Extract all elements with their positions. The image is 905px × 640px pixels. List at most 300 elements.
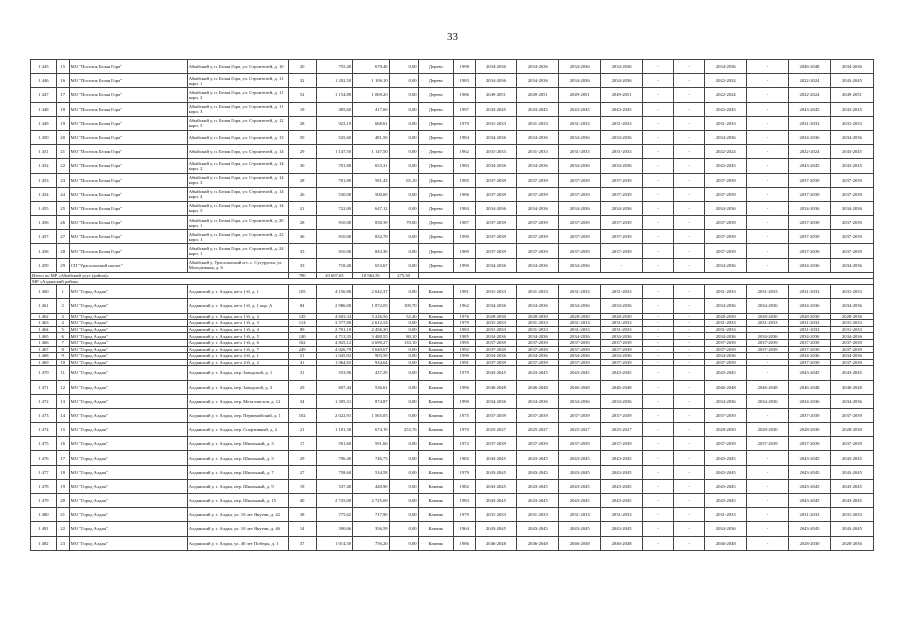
cell-period-i: 2043-2045	[789, 102, 831, 116]
cell-period-b: 2046-2048	[517, 380, 559, 394]
cell-address: Алданский у, г. Алдан, пер. Школьный, д. 3	[187, 437, 288, 451]
cell-period-e: -	[643, 451, 674, 465]
cell-period-e: -	[643, 313, 674, 320]
cell-period-j: 2043-2045	[830, 522, 873, 536]
cell-period-f: -	[674, 145, 705, 159]
cell-period-f: -	[674, 258, 705, 272]
cell-row-number: 1 459	[31, 258, 57, 272]
table-row	[31, 258, 874, 272]
cell-address: Алданский у, г. Алдан, пер. Металлистов, д. 12	[187, 394, 288, 408]
cell-address: Абыйский у, п. Белая Гора, ул. Строителей, д. 14 корп. 5	[187, 201, 288, 215]
cell-wall-material: Камень	[418, 479, 453, 493]
cell-municipality: МО "Поселок Белая Гора"	[69, 116, 187, 130]
cell-period-g: 2037-2039	[705, 230, 747, 244]
cell-period-e: -	[643, 326, 674, 333]
cell-period-i: 2037-2039	[789, 230, 831, 244]
cell-period-e: -	[643, 102, 674, 116]
cell-build-year: 1981	[454, 285, 475, 299]
cell-local-number: 20	[56, 130, 69, 144]
cell-residents: 19	[288, 102, 316, 116]
cell-residents: 89	[288, 326, 316, 333]
cell-total-area: 1 101,30	[316, 423, 353, 437]
cell-period-g: 2043-2045	[705, 366, 747, 380]
cell-row-number: 1 466	[31, 339, 57, 346]
cell-period-d: 2031-2033	[601, 320, 643, 327]
cell-local-number: 23	[56, 173, 69, 187]
cell-residents: 249	[288, 346, 316, 353]
table-row	[31, 74, 874, 88]
table-row	[31, 187, 874, 201]
cell-period-j: 2043-2045	[830, 159, 873, 173]
cell-period-g: 2034-2036	[705, 258, 747, 272]
cell-municipality: МО "Поселок Белая Гора"	[69, 230, 187, 244]
cell-address: Алданский у, г. Алдан, пер. Школьный, д. 7	[187, 465, 288, 479]
cell-period-a: 2043-2045	[475, 522, 517, 536]
cell-address: Алданский у, г. Алдан, кв-л 1-й, д. 2	[187, 313, 288, 320]
cell-local-number: 18	[56, 465, 69, 479]
cell-period-h: 2034-2036	[747, 333, 789, 340]
cell-wall-material: Камень	[418, 536, 453, 550]
cell-municipality: МО "Город Алдан"	[69, 437, 187, 451]
cell-period-i: 2037-2039	[789, 244, 831, 258]
cell-row-number: 1 450	[31, 130, 57, 144]
cell-period-h: 2046-2048	[747, 380, 789, 394]
cell-period-i: 2034-2036	[789, 258, 831, 272]
cell-period-i: 2037-2039	[789, 339, 831, 346]
cell-period-d: 2043-2045	[601, 494, 643, 508]
cell-period-a: 2031-2033	[475, 116, 517, 130]
cell-nonresidential-area: 0,00	[389, 74, 418, 88]
cell-total-area: 775,62	[316, 508, 353, 522]
cell-nonresidential-area: 0,00	[389, 201, 418, 215]
cell-period-c: 2043-2045	[559, 366, 601, 380]
cell-period-g: 2034-2036	[705, 299, 747, 313]
cell-local-number: 21	[56, 145, 69, 159]
cell-municipality: МО "Город Алдан"	[69, 380, 187, 394]
cell-wall-material: Камень	[418, 366, 453, 380]
cell-period-b: 2028-2030	[517, 313, 559, 320]
cell-period-c: 2031-2033	[559, 285, 601, 299]
cell-municipality: МО "Город Алдан"	[69, 479, 187, 493]
cell-total-area: 4 825,12	[316, 339, 353, 346]
cell-address: Алданский у, г. Алдан, кв-л 1-й, д. 3	[187, 320, 288, 327]
cell-period-i: 2043-2045	[789, 451, 831, 465]
table-row	[31, 299, 874, 313]
cell-period-f: -	[674, 353, 705, 360]
cell-build-year: 1986	[454, 88, 475, 102]
cell-period-d: 2034-2036	[601, 60, 643, 74]
cell-nonresidential-area: 0,00	[389, 508, 418, 522]
cell-period-d: 2037-2039	[601, 173, 643, 187]
cell-build-year: 1962	[454, 145, 475, 159]
cell-period-e: -	[643, 244, 674, 258]
cell-row-number: 1 445	[31, 60, 57, 74]
table-row	[31, 216, 874, 230]
cell-period-h: -	[747, 326, 789, 333]
cell-period-c: 2037-2039	[559, 359, 601, 366]
cell-living-area: 1 565,05	[353, 408, 390, 422]
cell-period-d: 2043-2045	[601, 451, 643, 465]
cell-period-e: -	[643, 130, 674, 144]
cell-living-area: 653,31	[353, 159, 390, 173]
cell-residents: 28	[288, 173, 316, 187]
cell-period-g: 2034-2036	[705, 353, 747, 360]
cell-living-area: 674,19	[353, 423, 390, 437]
cell-period-h: -	[747, 359, 789, 366]
cell-living-area: 2 725,00	[353, 494, 390, 508]
cell-period-e: -	[643, 465, 674, 479]
cell-living-area: 500,00	[353, 187, 390, 201]
cell-row-number: 1 468	[31, 353, 57, 360]
cell-period-e: -	[643, 359, 674, 366]
cell-period-e: -	[643, 479, 674, 493]
table-row	[31, 230, 874, 244]
cell-wall-material: Камень	[418, 346, 453, 353]
cell-municipality: МО "Город Алдан"	[69, 333, 187, 340]
cell-period-g: 2028-2030	[705, 423, 747, 437]
cell-address: Алданский у, г. Алдан, кв-л 2-й, д. 1	[187, 353, 288, 360]
registry-table	[30, 59, 874, 551]
cell-nonresidential-area: 0,00	[389, 394, 418, 408]
cell-period-f: -	[674, 244, 705, 258]
cell-period-i: 2031-2033	[789, 116, 831, 130]
cell-period-f: -	[674, 159, 705, 173]
cell-municipality: МО "Город Алдан"	[69, 423, 187, 437]
cell-period-h: -	[747, 187, 789, 201]
cell-total-area: 1 064,65	[316, 359, 353, 366]
cell-residents: 27	[288, 465, 316, 479]
cell-period-h: -	[747, 173, 789, 187]
cell-local-number: 21	[56, 508, 69, 522]
cell-living-area: 481,50	[353, 130, 390, 144]
cell-local-number: 19	[56, 479, 69, 493]
cell-period-f: -	[674, 88, 705, 102]
cell-period-b: 2046-2048	[517, 536, 559, 550]
cell-wall-material: Дерево	[418, 159, 453, 173]
cell-period-f: -	[674, 536, 705, 550]
table-row	[31, 380, 874, 394]
cell-period-c: 2037-2039	[559, 408, 601, 422]
cell-period-d: 2028-2030	[601, 313, 643, 320]
cell-period-i: 2034-2036	[789, 394, 831, 408]
cell-period-j: 2037-2039	[830, 437, 873, 451]
cell-total-area: 1 202,50	[316, 74, 353, 88]
cell-period-c: 2043-2045	[559, 522, 601, 536]
cell-living-area: 668,61	[353, 116, 390, 130]
table-row	[31, 159, 874, 173]
cell-period-f: -	[674, 423, 705, 437]
cell-local-number: 13	[56, 394, 69, 408]
table-row	[31, 353, 874, 360]
cell-address: Алданский у, г. Алдан, кв-л 1-й, д. 4	[187, 326, 288, 333]
cell-period-a: 2037-2039	[475, 173, 517, 187]
cell-municipality: МО "Город Алдан"	[69, 313, 187, 320]
cell-period-a: 2037-2039	[475, 187, 517, 201]
cell-living-area: 830,39	[353, 216, 390, 230]
cell-period-j: 2037-2039	[830, 359, 873, 366]
cell-period-e: -	[643, 333, 674, 340]
cell-period-c: 2043-2045	[559, 494, 601, 508]
cell-wall-material: Дерево	[418, 130, 453, 144]
cell-period-f: -	[674, 394, 705, 408]
cell-period-e: -	[643, 230, 674, 244]
cell-period-b: 2031-2033	[517, 508, 559, 522]
cell-living-area: 843,30	[353, 244, 390, 258]
cell-period-c: 2031-2033	[559, 145, 601, 159]
cell-period-g: 2034-2036	[705, 394, 747, 408]
cell-period-d: 2046-2048	[601, 536, 643, 550]
cell-total-area: 2 986,00	[316, 299, 353, 313]
cell-period-g: 2022-2024	[705, 74, 747, 88]
cell-period-a: 2046-2048	[475, 380, 517, 394]
cell-row-number: 1 457	[31, 230, 57, 244]
cell-period-a: 2037-2039	[475, 346, 517, 353]
cell-total-area: 4 603,34	[316, 313, 353, 320]
cell-address: Абыйский у, п. Белая Гора, ул. Строителей, д. 11 корп. 1	[187, 74, 288, 88]
cell-total-area: 530,00	[316, 187, 353, 201]
cell-local-number: 28	[56, 244, 69, 258]
cell-address: Абыйский у, п. Белая Гора, ул. Строителей, д. 11 корп. 2	[187, 88, 288, 102]
cell-build-year: 1979	[454, 320, 475, 327]
table-row	[31, 366, 874, 380]
cell-period-h: 2028-2030	[747, 313, 789, 320]
cell-period-i: 2028-2030	[789, 536, 831, 550]
table-row	[31, 394, 874, 408]
cell-row-number: 1 451	[31, 145, 57, 159]
table-row	[31, 408, 874, 422]
cell-living-area: 1 106,10	[353, 74, 390, 88]
cell-residents: 29	[288, 380, 316, 394]
cell-period-d: 2043-2045	[601, 479, 643, 493]
cell-period-f: -	[674, 380, 705, 394]
cell-nonresidential-area: 0,00	[389, 479, 418, 493]
cell-period-f: -	[674, 116, 705, 130]
cell-wall-material: Камень	[418, 333, 453, 340]
cell-period-h: -	[747, 145, 789, 159]
cell-period-c: 2037-2039	[559, 339, 601, 346]
cell-residents: 32	[288, 74, 316, 88]
cell-period-g: 2037-2039	[705, 437, 747, 451]
cell-build-year: 1991	[454, 359, 475, 366]
cell-local-number: 23	[56, 536, 69, 550]
cell-period-i: 2037-2039	[789, 346, 831, 353]
subtotal-label: Итого по МР «Абыйский улус (район)»	[31, 272, 289, 278]
cell-period-b: 2034-2036	[517, 258, 559, 272]
cell-municipality: МО "Город Алдан"	[69, 366, 187, 380]
cell-residents: 29	[288, 451, 316, 465]
cell-row-number: 1 479	[31, 494, 57, 508]
cell-period-h: -	[747, 465, 789, 479]
cell-build-year: 1982	[454, 479, 475, 493]
cell-living-area: 653,67	[353, 258, 390, 272]
table-row	[31, 145, 874, 159]
cell-period-i: 2031-2033	[789, 326, 831, 333]
cell-period-i: 2022-2024	[789, 88, 831, 102]
cell-wall-material: Дерево	[418, 230, 453, 244]
cell-period-c: 2046-2048	[559, 380, 601, 394]
cell-period-d: 2043-2045	[601, 102, 643, 116]
cell-period-i: 2031-2033	[789, 508, 831, 522]
cell-period-a: 2034-2036	[475, 74, 517, 88]
cell-total-area: 1 045,92	[316, 353, 353, 360]
cell-period-d: 2031-2033	[601, 116, 643, 130]
cell-period-c: 2034-2036	[559, 159, 601, 173]
cell-local-number: 26	[56, 216, 69, 230]
cell-address: Абыйский у, п. Белая Гора, ул. Строителей, д. 20 корп. 1	[187, 216, 288, 230]
cell-residents: 17	[288, 437, 316, 451]
cell-period-j: 2031-2033	[830, 326, 873, 333]
cell-period-h: 2034-2036	[747, 394, 789, 408]
cell-period-h: -	[747, 102, 789, 116]
cell-period-h: -	[747, 451, 789, 465]
cell-period-j: 2028-2030	[830, 423, 873, 437]
cell-period-g: 2031-2033	[705, 326, 747, 333]
cell-build-year: 1998	[454, 60, 475, 74]
cell-period-h: -	[747, 508, 789, 522]
cell-build-year: 1990	[454, 258, 475, 272]
cell-build-year: 1986	[454, 380, 475, 394]
cell-period-a: 2031-2033	[475, 145, 517, 159]
cell-period-e: -	[643, 258, 674, 272]
cell-address: Алданский у, г. Алдан, кв-л 1-й, д. 1	[187, 285, 288, 299]
cell-address: Алданский у, г. Алдан, кв-л 1-й, д. 1 кор. А	[187, 299, 288, 313]
table-row	[31, 201, 874, 215]
cell-period-i: 2037-2039	[789, 187, 831, 201]
cell-row-number: 1 467	[31, 346, 57, 353]
cell-period-d: 2031-2033	[601, 285, 643, 299]
cell-local-number: 6	[56, 333, 69, 340]
cell-period-d: 2037-2039	[601, 408, 643, 422]
cell-period-h: 2028-2030	[747, 423, 789, 437]
cell-local-number: 3	[56, 313, 69, 320]
cell-nonresidential-area: 0,00	[389, 116, 418, 130]
cell-period-i: 2034-2036	[789, 130, 831, 144]
cell-living-area: 934,64	[353, 359, 390, 366]
cell-period-a: 2028-2030	[475, 313, 517, 320]
cell-period-e: -	[643, 187, 674, 201]
cell-period-b: 2034-2036	[517, 60, 559, 74]
cell-period-d: 2037-2039	[601, 216, 643, 230]
cell-residents: 35	[288, 244, 316, 258]
cell-period-g: 2037-2039	[705, 187, 747, 201]
cell-local-number: 22	[56, 522, 69, 536]
cell-period-b: 2037-2039	[517, 359, 559, 366]
table-row	[31, 326, 874, 333]
cell-wall-material: Дерево	[418, 187, 453, 201]
cell-living-area: 356,59	[353, 522, 390, 536]
table-row	[31, 88, 874, 102]
cell-row-number: 1 456	[31, 216, 57, 230]
cell-local-number: 9	[56, 353, 69, 360]
cell-nonresidential-area: 0,00	[389, 159, 418, 173]
cell-period-i: 2037-2039	[789, 437, 831, 451]
cell-wall-material: Камень	[418, 339, 453, 346]
cell-total-area: 701,80	[316, 173, 353, 187]
cell-period-g: 2043-2045	[705, 494, 747, 508]
cell-period-a: 2037-2039	[475, 230, 517, 244]
cell-period-d: 2049-2051	[601, 88, 643, 102]
cell-total-area: 910,00	[316, 244, 353, 258]
cell-municipality: МО "Поселок Белая Гора"	[69, 130, 187, 144]
cell-period-i: 2043-2045	[789, 479, 831, 493]
cell-period-j: 2031-2033	[830, 320, 873, 327]
cell-period-h: -	[747, 536, 789, 550]
cell-address: Абыйский у, Урасалахский н-г, с. Сутуруоха, ул. Молодежная, д. 6	[187, 258, 288, 272]
cell-build-year: 1979	[454, 366, 475, 380]
cell-period-h: -	[747, 230, 789, 244]
cell-period-d: 2037-2039	[601, 244, 643, 258]
cell-period-c: 2034-2036	[559, 130, 601, 144]
cell-nonresidential-area: 0,00	[389, 60, 418, 74]
cell-residents: 37	[288, 536, 316, 550]
subtotal-living-area: 18 962,81	[353, 272, 390, 278]
cell-period-g: 2022-2024	[705, 145, 747, 159]
cell-period-f: -	[674, 201, 705, 215]
cell-period-g: 2043-2045	[705, 465, 747, 479]
cell-period-b: 2037-2039	[517, 339, 559, 346]
cell-total-area: 4 026,79	[316, 346, 353, 353]
cell-period-j: 2037-2039	[830, 408, 873, 422]
cell-period-i: 2028-2030	[789, 423, 831, 437]
cell-nonresidential-area: 109,70	[389, 299, 418, 313]
cell-period-h: 2037-2039	[747, 437, 789, 451]
cell-row-number: 1 472	[31, 394, 57, 408]
cell-period-b: 2031-2033	[517, 285, 559, 299]
cell-period-e: -	[643, 380, 674, 394]
cell-period-j: 2028-2036	[830, 536, 873, 550]
cell-nonresidential-area: 0,00	[389, 130, 418, 144]
cell-period-b: 2034-2036	[517, 130, 559, 144]
cell-row-number: 1 478	[31, 479, 57, 493]
cell-address: Алданский у, г. Алдан, пер. Школьный, д. 15	[187, 494, 288, 508]
cell-period-h: -	[747, 244, 789, 258]
cell-period-d: 2037-2039	[601, 359, 643, 366]
table-row	[31, 494, 874, 508]
cell-period-i: 2043-2045	[789, 366, 831, 380]
cell-period-a: 2037-2039	[475, 359, 517, 366]
cell-period-c: 2037-2039	[559, 230, 601, 244]
cell-period-c: 2037-2039	[559, 346, 601, 353]
cell-address: Абыйский у, п. Белая Гора, ул. Строителей, д. 24 корп. 1	[187, 244, 288, 258]
cell-period-a: 2034-2036	[475, 130, 517, 144]
cell-wall-material: Камень	[418, 451, 453, 465]
cell-period-g: 2037-2039	[705, 216, 747, 230]
cell-total-area: 910,00	[316, 216, 353, 230]
cell-period-d: -	[601, 258, 643, 272]
cell-period-d: 2037-2039	[601, 437, 643, 451]
cell-row-number: 1 462	[31, 313, 57, 320]
cell-address: Алданский у, г. Алдан, кв-л 1-й, д. 6	[187, 339, 288, 346]
cell-period-a: 2043-2045	[475, 366, 517, 380]
cell-total-area: 755,40	[316, 60, 353, 74]
cell-period-j: 2034-2036	[830, 353, 873, 360]
cell-local-number: 4	[56, 320, 69, 327]
cell-period-f: -	[674, 173, 705, 187]
cell-living-area: 832,70	[353, 230, 390, 244]
cell-address: Абыйский у, п. Белая Гора, ул. Строителей, д. 13	[187, 130, 288, 144]
cell-period-d: 2034-2036	[601, 394, 643, 408]
cell-local-number: 17	[56, 451, 69, 465]
cell-total-area: 537,40	[316, 479, 353, 493]
cell-period-f: -	[674, 366, 705, 380]
cell-municipality: МО "Поселок Белая Гора"	[69, 187, 187, 201]
cell-local-number: 14	[56, 408, 69, 422]
cell-period-j: 2037-2039	[830, 216, 873, 230]
cell-row-number: 1 471	[31, 380, 57, 394]
cell-nonresidential-area: 52,40	[389, 313, 418, 320]
cell-living-area: 874,87	[353, 394, 390, 408]
cell-period-d: 2031-2033	[601, 326, 643, 333]
